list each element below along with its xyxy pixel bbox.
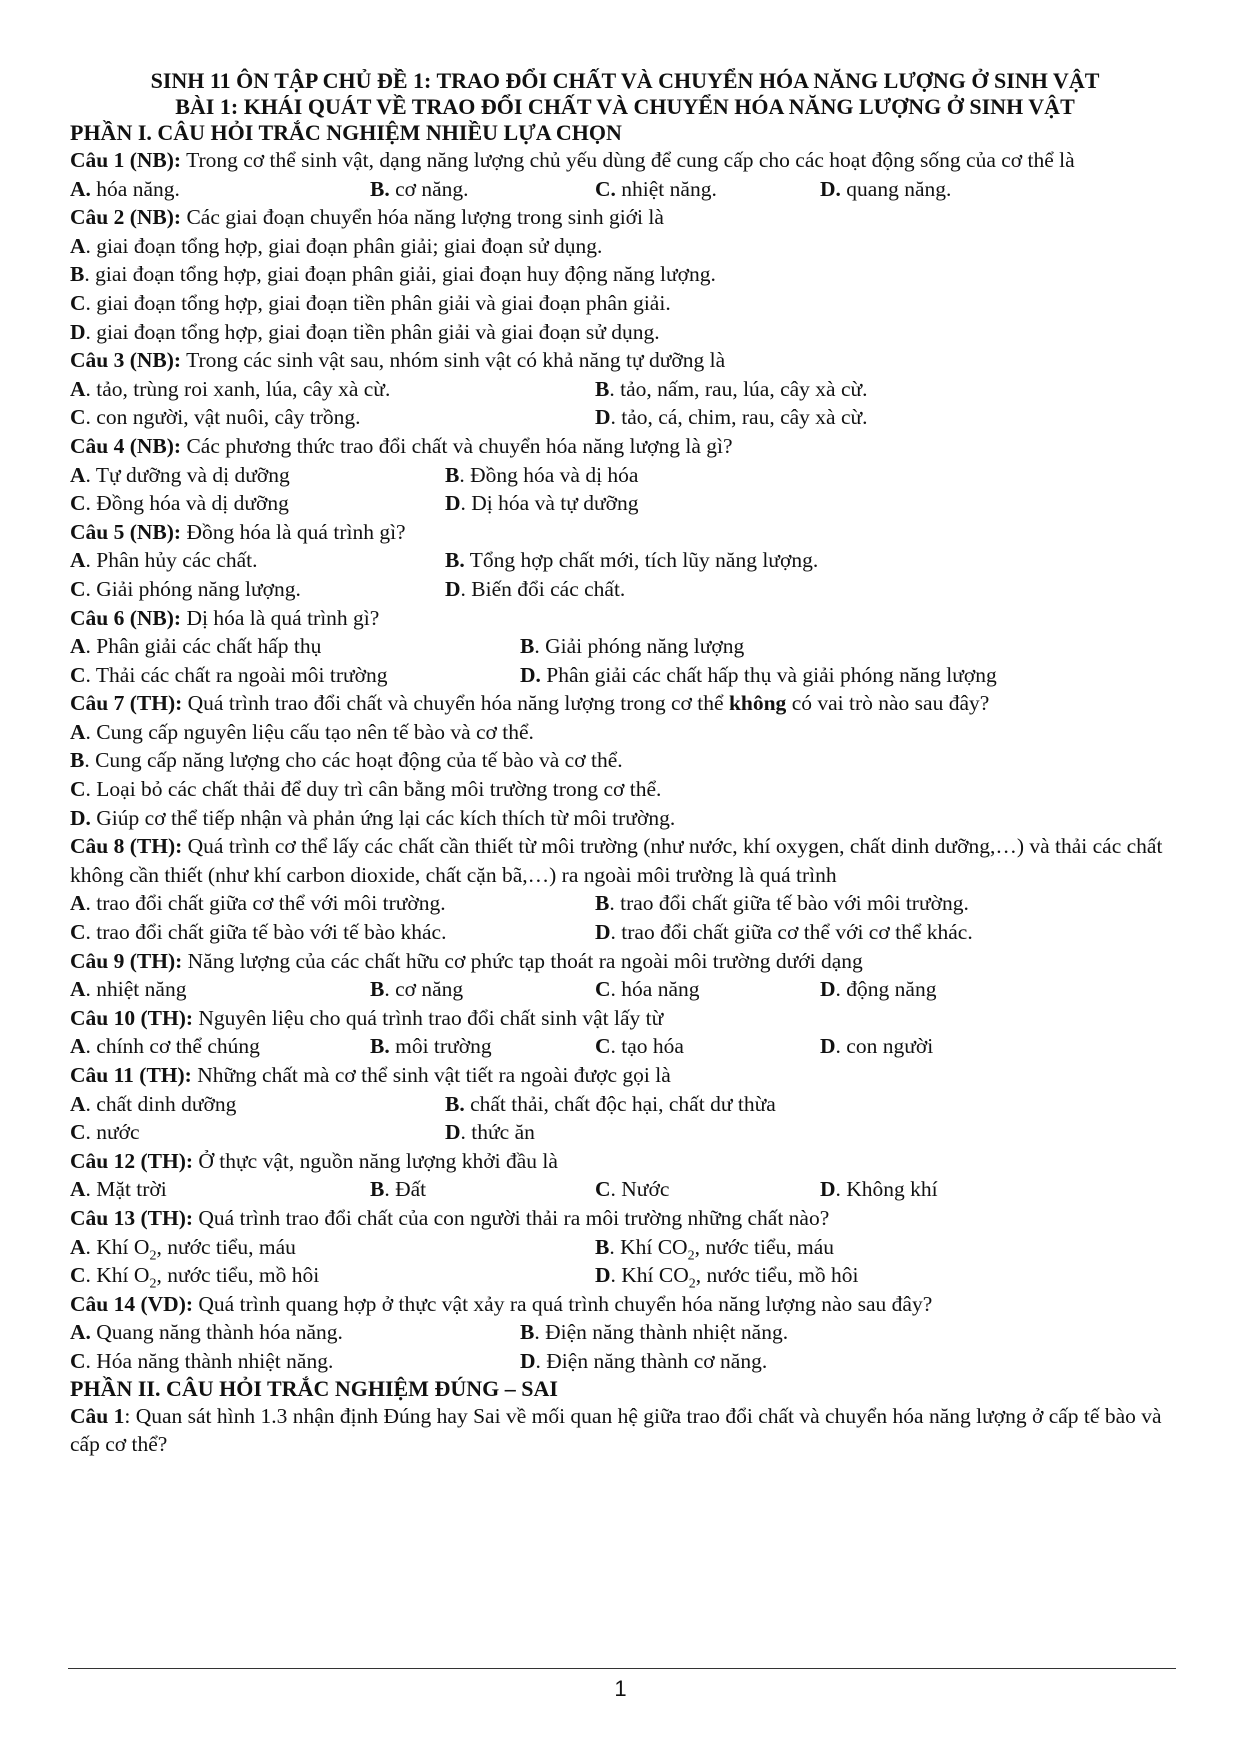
option-a: A. hóa năng.: [70, 176, 180, 201]
question-6-options-row2: [70, 661, 1180, 690]
option-b: B. cơ năng: [370, 977, 464, 1002]
option-c: C. trao đổi chất giữa tế bào với tế bào khác.: [70, 920, 447, 945]
part-2-heading: PHẦN II. CÂU HỎI TRẮC NGHIỆM ĐÚNG – SAI: [70, 1375, 558, 1401]
question-10-options: [70, 1032, 1180, 1061]
question-9: Câu 9 (TH): Năng lượng của các chất hữu cơ phức tạp thoát ra ngoài môi trường dưới dạng: [70, 948, 863, 973]
option-a: A. nhiệt năng: [70, 977, 187, 1002]
option-d: D. Không khí: [820, 1177, 938, 1202]
footer-divider: [68, 1668, 1176, 1669]
document-title: SINH 11 ÔN TẬP CHỦ ĐỀ 1: TRAO ĐỔI CHẤT VÀ CHUYỂN HÓA NĂNG LƯỢNG Ở SINH VẬT: [150, 68, 1100, 93]
question-5-options-row1: [70, 546, 1180, 575]
option-d: D. giai đoạn tổng hợp, giai đoạn tiền phân giải và giai đoạn sử dụng.: [70, 319, 660, 344]
question-12-options: [70, 1175, 1180, 1204]
option-d: D. Khí $CO_2$, nước tiểu, mồ hôi: [595, 1263, 859, 1292]
option-c: C. con người, vật nuôi, cây trồng.: [70, 405, 361, 430]
option-a: A. Phân hủy các chất.: [70, 548, 258, 573]
question-3-options-row1: [70, 375, 1180, 404]
option-d: D. trao đổi chất giữa cơ thể với cơ thể khác.: [595, 920, 973, 945]
option-a: A. giai đoạn tổng hợp, giai đoạn phân giải; giai đoạn sử dụng.: [70, 233, 603, 258]
question-13-options-row1: [70, 1233, 1180, 1262]
question-5: Câu 5 (NB): Đồng hóa là quá trình gì?: [70, 519, 406, 544]
option-d: D. Điện năng thành cơ năng.: [520, 1348, 768, 1373]
question-10: Câu 10 (TH): Nguyên liệu cho quá trình trao đổi chất sinh vật lấy từ: [70, 1005, 664, 1030]
option-a: A. Quang năng thành hóa năng.: [70, 1320, 343, 1345]
question-5-options-row2: [70, 575, 1180, 604]
lesson-title: BÀI 1: KHÁI QUÁT VỀ TRAO ĐỔI CHẤT VÀ CHUYỂN HÓA NĂNG LƯỢNG Ở SINH VẬT: [175, 94, 1075, 119]
option-d: D. con người: [820, 1034, 934, 1059]
option-b: B. Đất: [370, 1177, 427, 1202]
question-6-options-row1: [70, 632, 1180, 661]
option-d: D. Phân giải các chất hấp thụ và giải phóng năng lượng: [520, 662, 997, 687]
question-13: Câu 13 (TH): Quá trình trao đổi chất của con người thải ra môi trường những chất nào?: [70, 1205, 830, 1230]
option-b: B. trao đổi chất giữa tế bào với môi trường.: [595, 891, 969, 916]
question-12: Câu 12 (TH): Ở thực vật, nguồn năng lượng khởi đầu là: [70, 1148, 558, 1173]
option-b: B. chất thải, chất độc hại, chất dư thừa: [445, 1091, 776, 1116]
option-b: B. Đồng hóa và dị hóa: [445, 462, 639, 487]
option-b: B. môi trường: [370, 1034, 492, 1059]
question-11-options-row1: [70, 1090, 1180, 1119]
question-3-options-row2: [70, 403, 1180, 432]
option-a: A. Mặt trời: [70, 1177, 167, 1202]
page-number: 1: [614, 1676, 627, 1701]
option-c: C. giai đoạn tổng hợp, giai đoạn tiền phân giải và giai đoạn phân giải.: [70, 290, 671, 315]
option-c: C. Khí $O_2$, nước tiểu, mồ hôi: [70, 1263, 320, 1292]
part-2-question-1: Câu 1: Quan sát hình 1.3 nhận định Đúng hay Sai về mối quan hệ giữa trao đổi chất và chuyển hóa năng lượng ở cấp tế bào và cấp cơ thể?: [70, 1403, 1162, 1457]
question-14: Câu 14 (VD): Quá trình quang hợp ở thực vật xảy ra quá trình chuyển hóa năng lượng nào sau đây?: [70, 1291, 933, 1316]
option-c: C. Nước: [595, 1177, 670, 1202]
option-c: C. nước: [70, 1120, 140, 1145]
option-a: A. tảo, trùng roi xanh, lúa, cây xà cừ.: [70, 376, 391, 401]
option-d: D. Dị hóa và tự dưỡng: [445, 491, 639, 516]
option-b: B. cơ năng.: [370, 176, 469, 201]
question-8-options-row2: [70, 918, 1180, 947]
question-14-options-row2: [70, 1347, 1180, 1376]
question-2: Câu 2 (NB): Các giai đoạn chuyển hóa năng lượng trong sinh giới là: [70, 205, 664, 230]
option-d: D. quang năng.: [820, 176, 952, 201]
option-b: B. Khí $CO_2$, nước tiểu, máu: [595, 1234, 835, 1263]
question-11: Câu 11 (TH): Những chất mà cơ thể sinh vật tiết ra ngoài được gọi là: [70, 1063, 671, 1087]
option-b: B. Điện năng thành nhiệt năng.: [520, 1320, 789, 1345]
question-4-options-row1: [70, 461, 1180, 490]
question-8: Câu 8 (TH): Quá trình cơ thể lấy các chất cần thiết từ môi trường (như nước, khí oxygen, chất dinh dưỡng,…) và thải các chất không cần thiết (như khí carbon dioxide, chất cặn bã,…) ra ngoài môi trường là quá trình: [70, 834, 1163, 887]
option-a: A. Cung cấp nguyên liệu cấu tạo nên tế bào và cơ thể.: [70, 719, 534, 744]
option-c: C. Loại bỏ các chất thải để duy trì cân bằng môi trường trong cơ thể.: [70, 777, 662, 802]
option-d: D. động năng: [820, 977, 937, 1002]
option-a: A. Tự dưỡng và dị dưỡng: [70, 462, 290, 487]
question-6: Câu 6 (NB): Dị hóa là quá trình gì?: [70, 605, 380, 630]
option-a: A. Phân giải các chất hấp thụ: [70, 634, 322, 659]
option-a: A. Khí $O_2$, nước tiểu, máu: [70, 1234, 296, 1263]
option-b: B. Tổng hợp chất mới, tích lũy năng lượng.: [445, 548, 819, 573]
part-1-heading: PHẦN I. CÂU HỎI TRẮC NGHIỆM NHIỀU LỰA CHỌN: [70, 120, 622, 145]
option-d: D. thức ăn: [445, 1120, 535, 1145]
question-14-options-row1: [70, 1318, 1180, 1347]
option-a: A. trao đổi chất giữa cơ thể với môi trường.: [70, 891, 446, 916]
option-b: B. Giải phóng năng lượng: [520, 634, 745, 659]
option-c: C. nhiệt năng.: [595, 176, 717, 201]
option-a: A. chính cơ thể chúng: [70, 1034, 260, 1059]
option-c: C. hóa năng: [595, 977, 700, 1002]
option-b: B. giai đoạn tổng hợp, giai đoạn phân giải, giai đoạn huy động năng lượng.: [70, 262, 716, 287]
option-a: A. chất dinh dưỡng: [70, 1091, 237, 1116]
option-c: C. Thải các chất ra ngoài môi trường: [70, 662, 388, 687]
option-d: D. Giúp cơ thể tiếp nhận và phản ứng lại các kích thích từ môi trường.: [70, 805, 676, 830]
question-11-options-row2: [70, 1118, 1180, 1147]
question-1: Câu 1 (NB): Trong cơ thể sinh vật, dạng năng lượng chủ yếu dùng để cung cấp cho các hoạt động sống của cơ thể là: [70, 148, 1075, 172]
option-d: D. tảo, cá, chim, rau, cây xà cừ.: [595, 405, 868, 430]
question-4: Câu 4 (NB): Các phương thức trao đổi chất và chuyển hóa năng lượng là gì?: [70, 433, 733, 458]
question-13-options-row2: [70, 1261, 1180, 1290]
option-c: C. tạo hóa: [595, 1034, 684, 1059]
option-d: D. Biến đổi các chất.: [445, 576, 626, 601]
document-page: [70, 68, 1180, 1459]
question-1-options: [70, 175, 1180, 204]
option-c: C. Giải phóng năng lượng.: [70, 576, 301, 601]
question-7: Câu 7 (TH): Quá trình trao đổi chất và chuyển hóa năng lượng trong cơ thể không có vai trò nào sau đây?: [70, 691, 990, 716]
option-b: B. tảo, nấm, rau, lúa, cây xà cừ.: [595, 376, 868, 401]
option-c: C. Đồng hóa và dị dưỡng: [70, 491, 289, 516]
option-b: B. Cung cấp năng lượng cho các hoạt động của tế bào và cơ thể.: [70, 748, 623, 773]
question-4-options-row2: [70, 489, 1180, 518]
question-3: Câu 3 (NB): Trong các sinh vật sau, nhóm sinh vật có khả năng tự dưỡng là: [70, 348, 726, 373]
question-9-options: [70, 975, 1180, 1004]
option-c: C. Hóa năng thành nhiệt năng.: [70, 1348, 334, 1373]
question-8-options-row1: [70, 889, 1180, 918]
